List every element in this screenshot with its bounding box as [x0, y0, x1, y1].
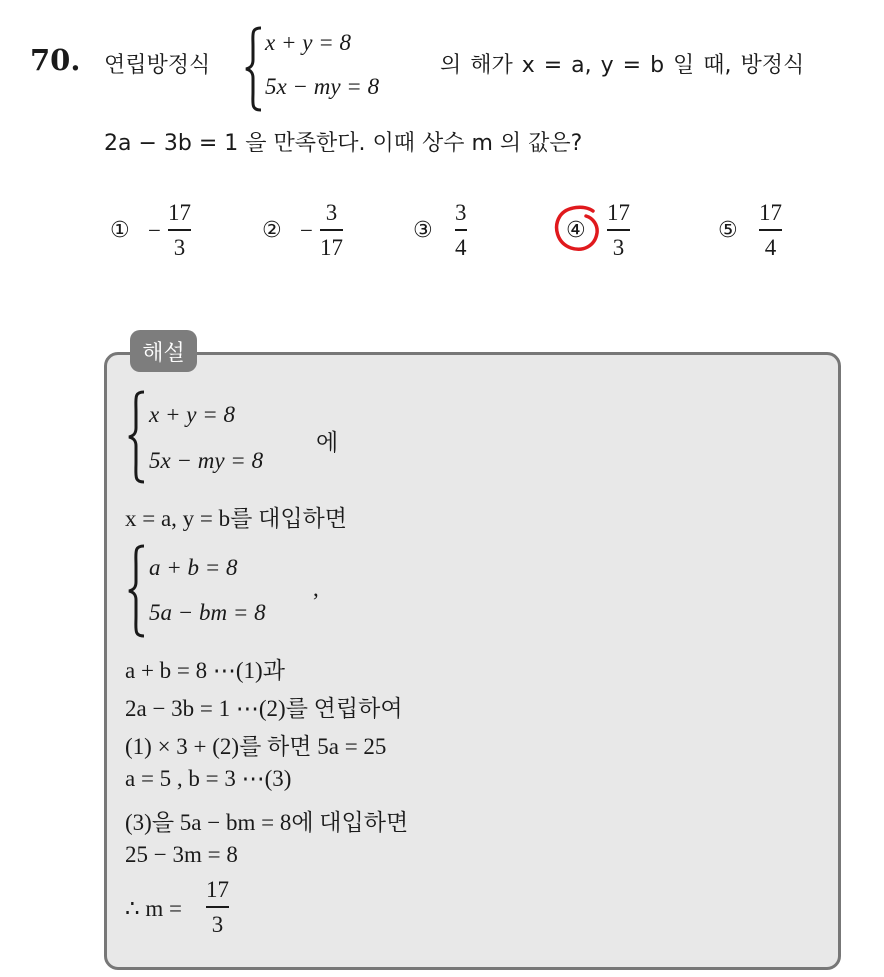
choice-4-denominator: 3: [612, 234, 625, 260]
choice-5-fraction: [759, 200, 782, 261]
solution-line-values: a = 5 , b = 3 ⋯(3): [125, 766, 292, 791]
choice-1-marker[interactable]: ①: [110, 218, 130, 243]
solution-answer-denominator: 3: [211, 911, 224, 937]
choice-4-marker[interactable]: ④: [566, 218, 586, 243]
question-line1-rest: 의 해가 x = a, y = b 일 때, 방정식: [440, 53, 805, 78]
solution-line-eq2: 2a − 3b = 1 ⋯(2)를 연립하여: [125, 696, 403, 721]
choice-2-denominator: 17: [320, 234, 343, 260]
choice-3-denominator: 4: [455, 234, 467, 260]
choice-1-numerator: 17: [168, 200, 191, 225]
solution-line-combine: (1) × 3 + (2)를 하면 5a = 25: [125, 734, 387, 759]
solution-answer-prefix: ∴ m =: [125, 896, 182, 921]
choice-2-marker[interactable]: ②: [262, 218, 282, 243]
choice-3-fraction: [455, 200, 467, 261]
question-line2: 2a − 3b = 1 을 만족한다. 이때 상수 m 의 값은?: [104, 131, 583, 156]
choice-1-fraction: [168, 200, 191, 261]
system-eq2: 5x − my = 8: [265, 74, 380, 99]
choice-1-sign: −: [148, 218, 161, 243]
choice-3-marker[interactable]: ③: [413, 218, 433, 243]
system-brace: [243, 26, 265, 112]
choice-5-marker[interactable]: ⑤: [718, 218, 738, 243]
choice-2-sign: −: [300, 218, 313, 243]
solution-answer-numerator: 17: [206, 877, 229, 902]
choice-2-fraction: [320, 200, 343, 261]
choice-2-numerator: 3: [325, 200, 338, 225]
solution-brace-1: [126, 390, 148, 484]
solution-sys2-eq2: 5a − bm = 8: [149, 600, 266, 625]
solution-line-equation: 25 − 3m = 8: [125, 842, 238, 867]
choice-1-denominator: 3: [173, 234, 186, 260]
question-intro: 연립방정식: [104, 53, 211, 78]
solution-sys1-suffix: 에: [316, 430, 339, 455]
solution-sys1-eq2: 5x − my = 8: [149, 448, 264, 473]
solution-line-eq1: a + b = 8 ⋯(1)과: [125, 658, 285, 683]
system-eq1: x + y = 8: [265, 30, 351, 55]
choice-3-numerator: 3: [455, 200, 467, 225]
question-number: 70.: [30, 43, 81, 77]
solution-sys2-eq1: a + b = 8: [149, 555, 238, 580]
solution-line-substitute2: (3)을 5a − bm = 8에 대입하면: [125, 810, 409, 835]
choice-5-denominator: 4: [764, 234, 777, 260]
solution-sys1-eq1: x + y = 8: [149, 402, 235, 427]
choice-5-numerator: 17: [759, 200, 782, 225]
solution-tag: 해설: [130, 330, 197, 372]
solution-sys2-suffix: ,: [313, 576, 319, 601]
choice-4-fraction: [607, 200, 630, 261]
solution-line-substitute: x = a, y = b를 대입하면: [125, 506, 347, 531]
solution-answer-fraction: [206, 877, 229, 938]
choice-4-numerator: 17: [607, 200, 630, 225]
solution-brace-2: [126, 544, 148, 638]
